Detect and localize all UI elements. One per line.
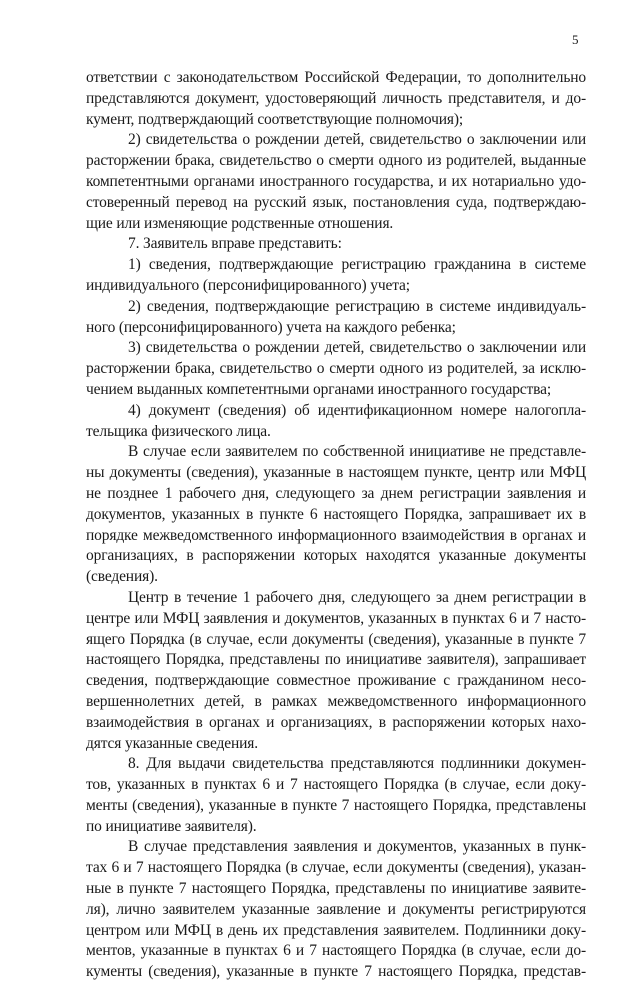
text-line: Центр в течение 1 рабочего дня, следующего за днем регистрации в bbox=[128, 588, 586, 606]
text-line: ответствии с законодательством Российской Федерации, то дополнительно bbox=[86, 69, 586, 86]
text-line: 7. Заявитель вправе представить: bbox=[128, 235, 342, 253]
text-line: тов, указанных в пунктах 6 и 7 настоящего Порядка (в случае, если доку- bbox=[86, 776, 586, 794]
text-line: чением выданных компетентными органами иностранного государства; bbox=[86, 380, 551, 398]
text-line: ля), лично заявителем указанные заявление и документы регистрируются bbox=[86, 900, 586, 918]
text-line: сведения, подтверждающие совместное проживание с гражданином несо- bbox=[86, 672, 586, 690]
text-line: организациях, в распоряжении которых находятся указанные документы bbox=[86, 547, 586, 565]
text-line: кументы (сведения), указанные в пункте 7 настоящего Порядка, представ- bbox=[86, 963, 586, 981]
text-line: по инициативе заявителя). bbox=[86, 817, 257, 835]
page-number: 5 bbox=[572, 32, 579, 47]
text-line: представляются документ, удостоверяющий личность представителя, и до- bbox=[86, 89, 586, 107]
text-line: дятся указанные сведения. bbox=[86, 734, 258, 752]
text-line: 2) сведения, подтверждающие регистрацию в системе индивидуаль- bbox=[128, 297, 586, 315]
text-line: центре или МФЦ заявления и документов, указанных в пунктах 6 и 7 насто- bbox=[86, 609, 586, 627]
text-line: 2) свидетельства о рождении детей, свидетельство о заключении или bbox=[128, 131, 586, 149]
text-line: расторжении брака, свидетельство о смерти одного из родителей, за исклю- bbox=[86, 360, 586, 378]
text-line: 8. Для выдачи свидетельства представляются подлинники докумен- bbox=[128, 755, 586, 773]
text-line: документов, указанных в пункте 6 настоящего Порядка, запрашивает их в bbox=[86, 505, 586, 523]
text-line: тельщика физического лица. bbox=[86, 422, 271, 440]
document-body bbox=[86, 68, 586, 983]
text-line: В случае если заявителем по собственной инициативе не представле- bbox=[128, 443, 586, 461]
text-line: ные в пункте 7 настоящего Порядка, представлены по инициативе заявите- bbox=[86, 880, 586, 898]
text-line: 3) свидетельства о рождении детей, свидетельство о заключении или bbox=[128, 339, 586, 357]
text-line: не позднее 1 рабочего дня, следующего за днем регистрации заявления и bbox=[86, 484, 586, 502]
text-line: взаимодействия в органах и организациях, в распоряжении которых нахо- bbox=[86, 713, 586, 731]
text-line: 1) сведения, подтверждающие регистрацию гражданина в системе bbox=[128, 256, 586, 274]
text-line: менты (сведения), указанные в пункте 7 настоящего Порядка, представлены bbox=[86, 796, 586, 814]
text-line: компетентными органами иностранного государства, и их нотариально удо- bbox=[86, 172, 586, 190]
text-line: порядке межведомственного информационного взаимодействия в органах и bbox=[86, 526, 586, 544]
text-line: 4) документ (сведения) об идентификационном номере налогопла- bbox=[128, 401, 586, 419]
text-line: ного (персонифицированного) учета на каждого ребенка; bbox=[86, 318, 456, 336]
text-line: тах 6 и 7 настоящего Порядка (в случае, если документы (сведения), указан- bbox=[86, 859, 586, 877]
text-line: (сведения). bbox=[86, 568, 158, 586]
text-line: вершеннолетних детей, в рамках межведомственного информационного bbox=[86, 692, 586, 710]
text-line: ны документы (сведения), указанные в настоящем пункте, центр или МФЦ bbox=[86, 464, 586, 482]
text-line: ящего Порядка (в случае, если документы (сведения), указанные в пункте 7 bbox=[86, 630, 586, 648]
text-line: ментов, указанные в пунктах 6 и 7 настоящего Порядка (в случае, если до- bbox=[86, 942, 586, 960]
text-line: настоящего Порядка, представлены по инициативе заявителя), запрашивает bbox=[86, 651, 586, 669]
text-line: В случае представления заявления и документов, указанных в пунк- bbox=[128, 838, 586, 856]
text-line: индивидуального (персонифицированного) учета; bbox=[86, 276, 410, 294]
text-line: стоверенный перевод на русский язык, постановления суда, подтверждаю- bbox=[86, 193, 586, 211]
text-line: расторжении брака, свидетельство о смерти одного из родителей, выданные bbox=[86, 152, 586, 170]
text-line: центром или МФЦ в день их представления заявителем. Подлинники доку- bbox=[86, 921, 586, 939]
text-line: щие или изменяющие родственные отношения. bbox=[86, 214, 394, 232]
text-line: кумент, подтверждающий соответствующие полномочия); bbox=[86, 110, 464, 128]
